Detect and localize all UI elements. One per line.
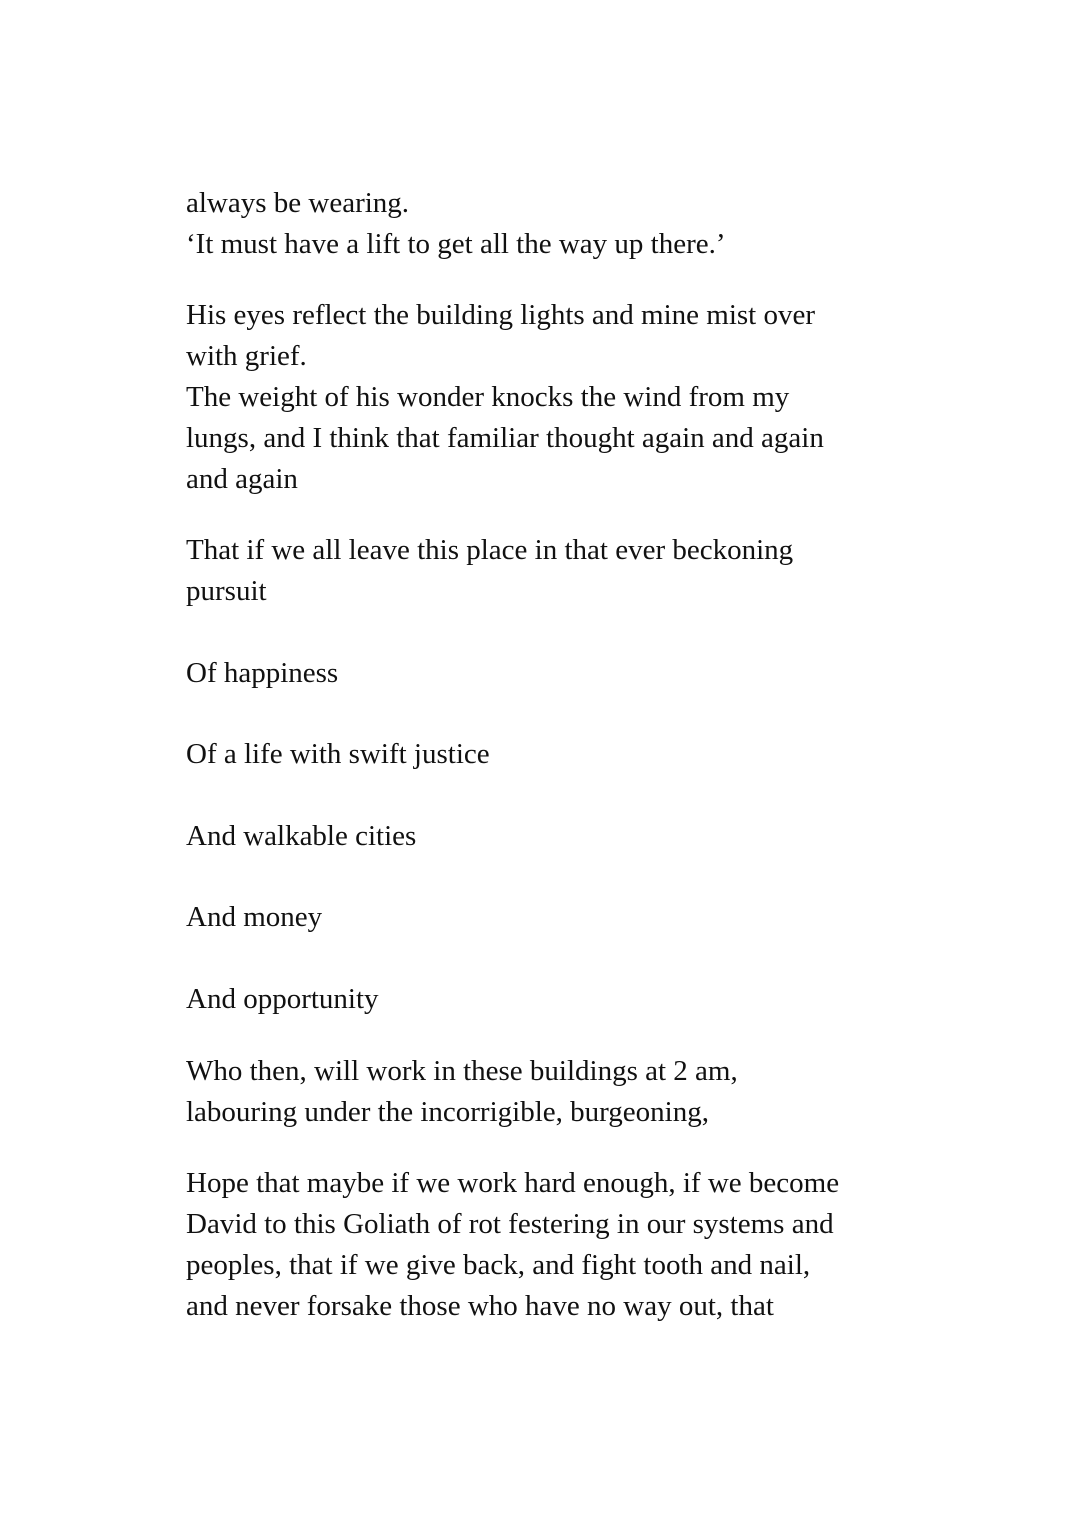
text-line: and never forsake those who have no way out, that [186,1290,774,1322]
text-line: And money [186,901,323,933]
text-line: with grief. [186,340,307,372]
text-line: And opportunity [186,983,379,1015]
text-line: That if we all leave this place in that ever beckoning [186,534,794,566]
text-line: labouring under the incorrigible, burgeoning, [186,1096,709,1128]
text-line: ‘It must have a lift to get all the way up there.’ [186,228,726,260]
text-line: Of happiness [186,657,339,689]
text-line: pursuit [186,575,267,607]
text-line: And walkable cities [186,820,417,852]
text-line: always be wearing. [186,187,410,219]
text-line: Who then, will work in these buildings at 2 am, [186,1055,738,1087]
text-line: peoples, that if we give back, and fight tooth and nail, [186,1249,811,1281]
text-line: The weight of his wonder knocks the wind from my [186,381,790,413]
text-line: Hope that maybe if we work hard enough, if we become [186,1167,840,1199]
text-line: and again [186,463,298,495]
text-line: Of a life with swift justice [186,738,490,770]
text-line: lungs, and I think that familiar thought again and again [186,422,824,454]
text-line: His eyes reflect the building lights and mine mist over [186,299,816,331]
text-line: David to this Goliath of rot festering in our systems and [186,1208,834,1240]
